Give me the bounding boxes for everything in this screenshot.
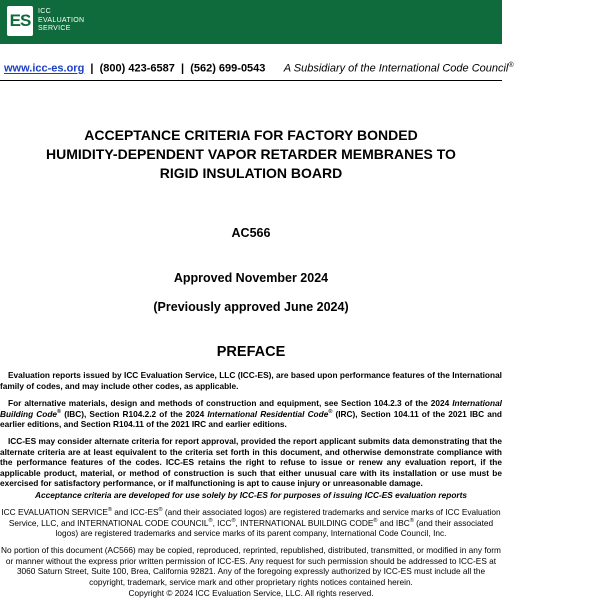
ibc-title: International Building Code [0,398,502,419]
header-bar [0,0,502,44]
registered-mark: ® [208,517,213,524]
document-title [0,126,502,183]
title-line-3: RIGID INSULATION BOARD [159,165,343,181]
approved-date: Approved November 2024 [173,271,329,285]
logo-line-2: EVALUATION [38,16,85,24]
phone-secondary: (562) 699-0543 [190,62,266,75]
p2-text-a: For alternative materials, design and methods of construction and equipment, see Section 104.2.3 of the 2024 [8,398,453,408]
registered-mark: ® [373,517,378,524]
logo-letters: ES [9,11,31,30]
subsidiary-text: A Subsidiary of the International Code Council [283,62,509,75]
preface-paragraph-3: ICC-ES may consider alternate criteria for report approval, provided the report applicant submits data demonstrating that the alternate criteria are at least equivalent to the criteria set forth in this document, and otherwise demonstrate compliance with the performance features of the codes. ICC-ES retains the right to refuse to issue or renew any evaluation report, if the applicable product, material, or method of construction is such that either unusual care with its installation or use must be exercised for satisfactory performance, or if malfunctioning is apt to cause injury or unreasonable damage. [0,436,502,488]
preface-paragraph-1: Evaluation reports issued by ICC Evaluation Service, LLC (ICC-ES), are based upon performance features of the International family of codes, and may include other codes, as applicable. [0,370,502,391]
p5-text-d: , ICC [212,517,232,528]
registered-mark: ® [231,517,236,524]
copy-permission-notice: No portion of this document (AC566) may be copied, reproduced, reprinted, republished, distributed, transmitted, or modified in any form or manner without the express prior written permission of ICC-ES. Any request for such permission should be addressed to ICC-ES at 3060 Saturn Street, Suite 100, Brea, California 92821. Any of the foregoing expressly authorized by ICC-ES must include all the copyright, trademark, service mark and other proprietary rights notices contained herein. [1,545,501,587]
p5-text-b: and ICC-ES [111,507,159,517]
title-line-1: ACCEPTANCE CRITERIA FOR FACTORY BONDED [84,127,418,143]
preface-paragraph-2 [0,398,502,430]
trademark-notice [0,507,502,539]
criteria-code: AC566 [231,226,271,240]
header-rule [0,80,502,81]
separator: | [90,62,94,75]
p5-text-c: (and their associated logos) are registered trademarks and service marks of ICC Evaluation Service, LLC, and INTERNATIONAL CODE COUNCIL [8,507,501,528]
registered-mark: ® [508,62,514,69]
preface-heading: PREFACE [216,344,286,360]
registered-mark: ® [107,507,112,514]
registered-mark: ® [158,507,163,514]
p5-text-a: ICC EVALUATION SERVICE [1,507,108,517]
separator: | [180,62,185,75]
preface-paragraph-4: Acceptance criteria are developed for use solely by ICC-ES for purposes of issuing ICC-ES evaluation reports [34,490,468,500]
p5-text-e: , INTERNATIONAL BUILDING CODE [235,517,374,528]
registered-mark: ® [409,517,414,524]
website-link[interactable]: www.icc-es.org [4,62,85,75]
phone-primary: (800) 423-6587 [99,62,175,75]
logo-wordmark [38,8,84,34]
p5-text-g: (and their associated logos) are registered trademarks and service marks of its parent company, International Code Council, Inc. [55,517,494,538]
irc-title: International Residential Code [207,408,329,419]
p5-text-f: and IBC [377,517,410,528]
logo-line-3: SERVICE [38,25,71,32]
previously-approved-date: (Previously approved June 2024) [153,300,349,314]
icc-es-logo [7,6,33,36]
logo-line-1: ICC [38,8,51,15]
title-line-2: HUMIDITY-DEPENDENT VAPOR RETARDER MEMBRANES TO [46,146,456,162]
contact-line [4,62,514,75]
p2-text-c: (IRC), Section 104.11 of the 2021 IBC and earlier editions, and Section R104.11 of the 2021 IRC and earlier editions. [0,408,502,429]
copyright-notice: Copyright © 2024 ICC Evaluation Service, LLC. All rights reserved. [128,588,374,598]
p2-text-b: (IBC), Section R104.2.2 of the 2024 [61,408,208,419]
registered-mark: ® [328,408,333,415]
registered-mark: ® [57,408,62,415]
